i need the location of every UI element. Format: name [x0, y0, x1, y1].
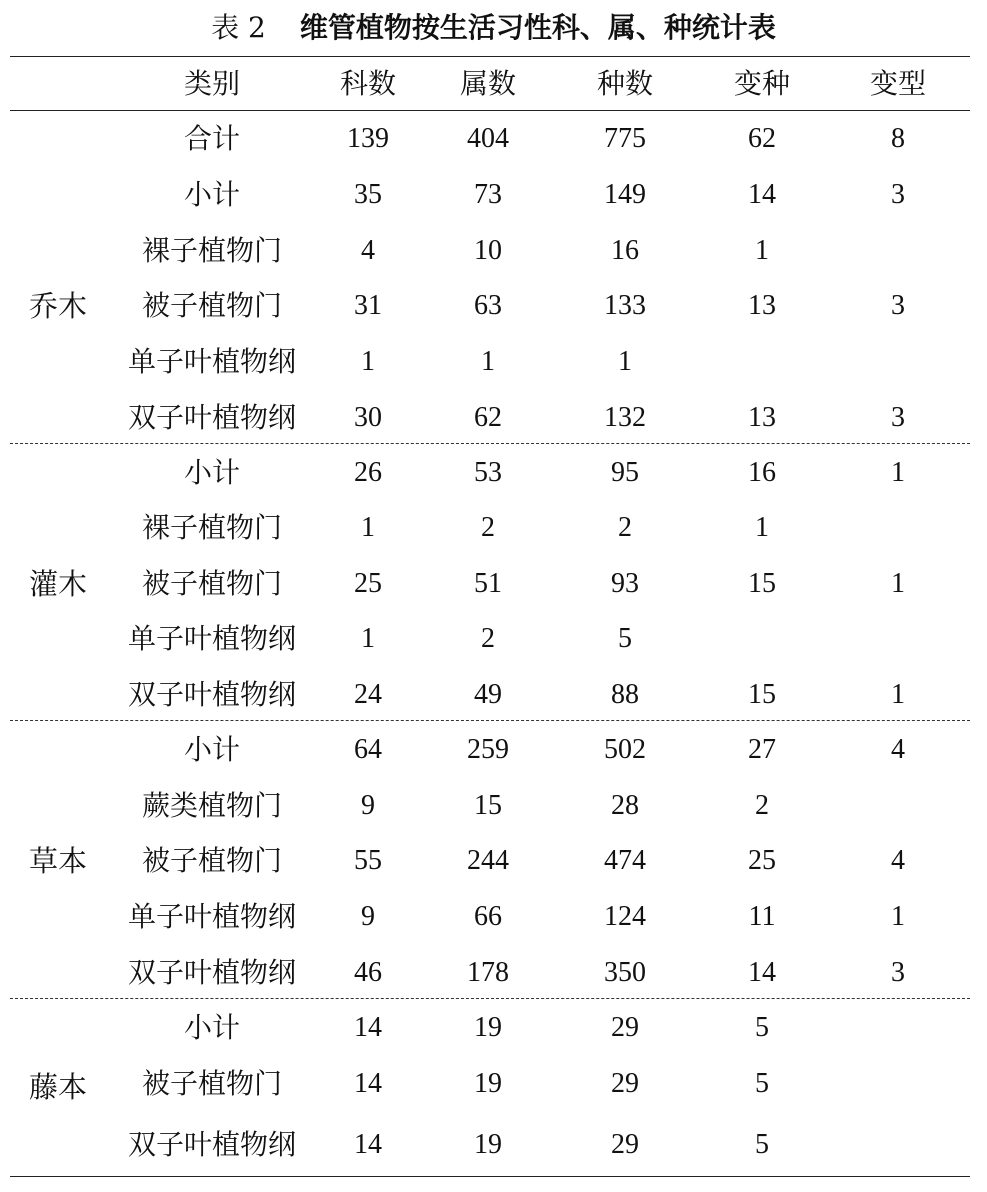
cell-families: 35 — [354, 179, 382, 210]
table-caption — [0, 6, 987, 50]
cell-forms: 4 — [891, 845, 905, 876]
row-label: 单子叶植物纲 — [127, 345, 297, 378]
row-label: 小计 — [183, 456, 241, 489]
group-label-caoben: 草本 — [28, 844, 88, 878]
cell-species: 29 — [611, 1129, 639, 1160]
cell-families: 26 — [354, 457, 382, 488]
cell-forms: 3 — [891, 402, 905, 433]
cell-species: 5 — [618, 623, 632, 654]
cell-forms: 1 — [891, 568, 905, 599]
cell-species: 2 — [618, 512, 632, 543]
cell-families: 24 — [354, 679, 382, 710]
cell-forms: 1 — [891, 457, 905, 488]
cell-genera: 53 — [474, 457, 502, 488]
cell-genera: 2 — [481, 512, 495, 543]
row-label: 裸子植物门 — [141, 511, 283, 544]
cell-species: 29 — [611, 1012, 639, 1043]
group-label-guanmu: 灌木 — [28, 567, 88, 601]
cell-varieties: 62 — [748, 123, 776, 154]
cell-families: 1 — [361, 346, 375, 377]
cell-families: 4 — [361, 235, 375, 266]
cell-varieties: 11 — [748, 901, 776, 932]
cell-genera: 404 — [467, 123, 509, 154]
cell-genera: 10 — [474, 235, 502, 266]
cell-forms: 1 — [891, 679, 905, 710]
cell-species: 133 — [604, 290, 646, 321]
cell-varieties: 25 — [748, 845, 776, 876]
row-label: 双子叶植物纲 — [127, 956, 297, 989]
cell-forms: 3 — [891, 957, 905, 988]
row-label: 小计 — [183, 178, 241, 211]
cell-genera: 15 — [474, 790, 502, 821]
header-category: 类别 — [183, 67, 241, 100]
cell-genera: 63 — [474, 290, 502, 321]
cell-species: 124 — [604, 901, 646, 932]
cell-varieties: 5 — [755, 1012, 769, 1043]
table-title: 维管植物按生活习性科、属、种统计表 — [299, 11, 776, 44]
cell-varieties: 13 — [748, 402, 776, 433]
cell-families: 64 — [354, 734, 382, 765]
cell-varieties: 5 — [755, 1068, 769, 1099]
row-label: 小计 — [183, 1011, 241, 1044]
cell-forms: 4 — [891, 734, 905, 765]
cell-genera: 73 — [474, 179, 502, 210]
row-label: 被子植物门 — [141, 289, 283, 322]
cell-families: 9 — [361, 901, 375, 932]
cell-forms: 3 — [891, 290, 905, 321]
cell-genera: 1 — [481, 346, 495, 377]
cell-species: 149 — [604, 179, 646, 210]
cell-varieties: 15 — [748, 679, 776, 710]
cell-species: 502 — [604, 734, 646, 765]
cell-genera: 19 — [474, 1068, 502, 1099]
cell-species: 132 — [604, 402, 646, 433]
header-species: 种数 — [596, 67, 654, 100]
cell-families: 1 — [361, 512, 375, 543]
cell-genera: 62 — [474, 402, 502, 433]
row-label: 蕨类植物门 — [141, 789, 283, 822]
cell-varieties: 27 — [748, 734, 776, 765]
cell-families: 46 — [354, 957, 382, 988]
bottom-rule — [10, 1176, 970, 1177]
cell-varieties: 14 — [748, 957, 776, 988]
row-label: 被子植物门 — [141, 844, 283, 877]
cell-species: 16 — [611, 235, 639, 266]
header-forms: 变型 — [869, 67, 927, 100]
cell-families: 1 — [361, 623, 375, 654]
cell-varieties: 15 — [748, 568, 776, 599]
cell-families: 30 — [354, 402, 382, 433]
cell-genera: 259 — [467, 734, 509, 765]
row-label: 被子植物门 — [141, 567, 283, 600]
cell-families: 25 — [354, 568, 382, 599]
cell-species: 29 — [611, 1068, 639, 1099]
group-label-tengben: 藤本 — [28, 1070, 88, 1104]
group-label-qiaomu: 乔木 — [28, 289, 88, 323]
cell-genera: 19 — [474, 1129, 502, 1160]
cell-species: 1 — [618, 346, 632, 377]
cell-species: 775 — [604, 123, 646, 154]
row-label: 双子叶植物纲 — [127, 1128, 297, 1161]
cell-families: 14 — [354, 1068, 382, 1099]
cell-genera: 49 — [474, 679, 502, 710]
cell-species: 93 — [611, 568, 639, 599]
cell-species: 350 — [604, 957, 646, 988]
cell-species: 88 — [611, 679, 639, 710]
row-label: 单子叶植物纲 — [127, 900, 297, 933]
cell-families: 139 — [347, 123, 389, 154]
cell-species: 28 — [611, 790, 639, 821]
cell-varieties: 2 — [755, 790, 769, 821]
cell-families: 9 — [361, 790, 375, 821]
row-label: 裸子植物门 — [141, 234, 283, 267]
row-label: 小计 — [183, 733, 241, 766]
cell-varieties: 13 — [748, 290, 776, 321]
row-label: 被子植物门 — [141, 1067, 283, 1100]
cell-genera: 51 — [474, 568, 502, 599]
cell-genera: 244 — [467, 845, 509, 876]
row-label: 双子叶植物纲 — [127, 401, 297, 434]
cell-families: 55 — [354, 845, 382, 876]
row-label: 合计 — [183, 122, 241, 155]
cell-families: 14 — [354, 1129, 382, 1160]
cell-genera: 178 — [467, 957, 509, 988]
cell-genera: 2 — [481, 623, 495, 654]
cell-varieties: 14 — [748, 179, 776, 210]
row-label: 双子叶植物纲 — [127, 678, 297, 711]
cell-forms: 3 — [891, 179, 905, 210]
cell-species: 474 — [604, 845, 646, 876]
cell-forms: 1 — [891, 901, 905, 932]
header-varieties: 变种 — [733, 67, 791, 100]
cell-forms: 8 — [891, 123, 905, 154]
cell-genera: 19 — [474, 1012, 502, 1043]
cell-families: 31 — [354, 290, 382, 321]
cell-varieties: 1 — [755, 512, 769, 543]
cell-species: 95 — [611, 457, 639, 488]
cell-genera: 66 — [474, 901, 502, 932]
header-genera: 属数 — [459, 67, 517, 100]
cell-families: 14 — [354, 1012, 382, 1043]
row-label: 单子叶植物纲 — [127, 622, 297, 655]
cell-varieties: 16 — [748, 457, 776, 488]
cell-varieties: 5 — [755, 1129, 769, 1160]
table-number: 表 2 — [211, 11, 266, 44]
header-families: 科数 — [339, 67, 397, 100]
cell-varieties: 1 — [755, 235, 769, 266]
